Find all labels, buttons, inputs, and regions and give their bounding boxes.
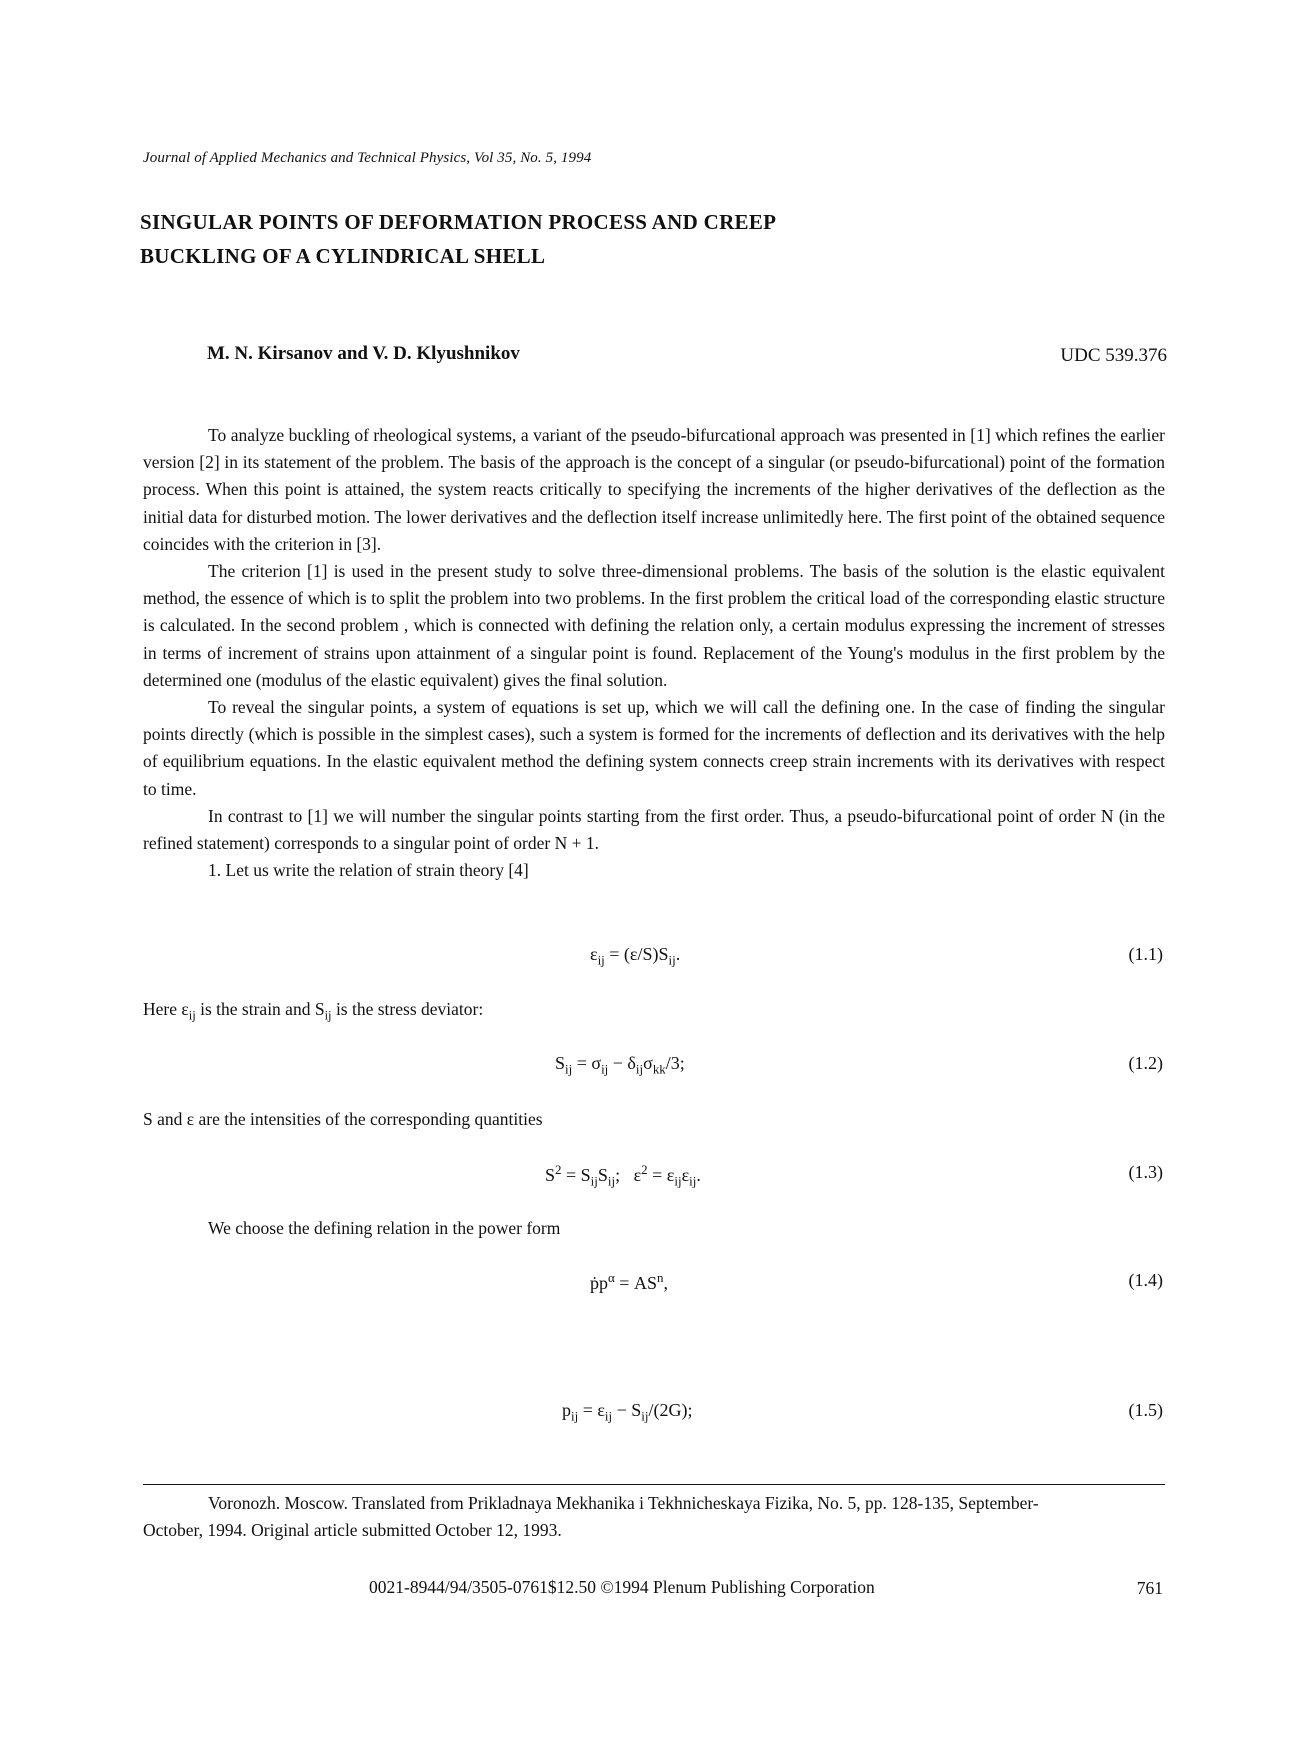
udc-code: UDC 539.376 — [1060, 345, 1167, 366]
equation-number-1-4: (1.4) — [1128, 1270, 1163, 1290]
equation-number-1-1: (1.1) — [1128, 944, 1163, 964]
body-text — [143, 422, 1165, 884]
equation-1-3: $S^2 = S_{ij}S_{ij}$; $\varepsilon^2 = \varepsilon_{ij}\varepsilon_{ij}$. — [545, 1162, 701, 1189]
equation-number-1-5: (1.5) — [1128, 1400, 1163, 1420]
paragraph-5: 1. Let us write the relation of strain theory [4] — [208, 860, 529, 881]
equation-1-1: $\varepsilon_{ij} = (\varepsilon/S)S_{ij}$. — [590, 944, 681, 968]
equation-1-4: ṗp$^\alpha$ = $AS^n$, — [590, 1270, 668, 1293]
equation-1-5: $p_{ij} = \varepsilon_{ij} - S_{ij}/(2G)$; — [562, 1400, 693, 1424]
authors: M. N. Kirsanov and V. D. Klyushnikov — [207, 343, 520, 364]
footnote-line-1: Voronozh. Moscow. Translated from Prikladnaya Mekhanika i Tekhnicheskaya Fizika, No. 5, pp. 128-135, September- — [208, 1493, 1039, 1513]
text-here-line: Here $\varepsilon_{ij}$ is the strain and $S_{ij}$ is the stress deviator: — [143, 999, 484, 1023]
copyright-line: 0021-8944/94/3505-0761$12.50 ©1994 Plenum Publishing Corporation — [369, 1577, 875, 1597]
footnote-line-2: October, 1994. Original article submitted October 12, 1993. — [143, 1520, 562, 1540]
equation-number-1-2: (1.2) — [1128, 1053, 1163, 1073]
text-intensities-line: S and ε are the intensities of the corresponding quantities — [143, 1109, 543, 1129]
footnote — [143, 1490, 1165, 1544]
paragraph-1: To analyze buckling of rheological systems, a variant of the pseudo-bifurcational approach was presented in [1] which refines the earlier version [2] in its statement of the problem. The basis of the approach is the concept of a singular (or pseudo-bifurcational) point of the formation process. When this point is attained, the system reacts critically to specifying the increments of the higher derivatives of the deflection as the initial data for disturbed motion. The lower derivatives and the deflection itself increase unlimitedly here. The first point of the obtained sequence coincides with the criterion in [3]. — [143, 425, 1165, 554]
title-line-1: SINGULAR POINTS OF DEFORMATION PROCESS AND CREEP — [140, 210, 777, 234]
footnote-divider — [143, 1484, 1165, 1485]
title-line-2: BUCKLING OF A CYLINDRICAL SHELL — [140, 244, 546, 268]
paragraph-4: In contrast to [1] we will number the singular points starting from the first order. Thus, a pseudo-bifurcational point of order N (in the refined statement) corresponds to a singular point of order N + 1. — [143, 805, 1165, 854]
paragraph-2: The criterion [1] is used in the present study to solve three-dimensional problems. The basis of the solution is the elastic equivalent method, the essence of which is to split the problem into two problems. In the first problem the critical load of the corresponding elastic structure is calculated. In the second problem , which is connected with defining the relation only, a certain modulus expressing the increment of stresses in terms of increment of strains upon attainment of a singular point is found. Replacement of the Young's modulus in the first problem by the determined one (modulus of the elastic equivalent) gives the final solution. — [143, 561, 1165, 690]
equation-number-1-3: (1.3) — [1128, 1162, 1163, 1182]
page-number: 761 — [1136, 1578, 1163, 1598]
paragraph-3: To reveal the singular points, a system of equations is set up, which we will call the defining one. In the case of finding the singular points directly (which is possible in the simplest cases), such a system is formed for the increments of deflection and its derivatives with the help of equilibrium equations. In the elastic equivalent method the defining system connects creep strain increments with its derivatives with respect to time. — [143, 697, 1165, 799]
equation-1-2: $S_{ij} = \sigma_{ij} - \delta_{ij}\sigma_{kk}/3$; — [555, 1053, 685, 1077]
journal-header: Journal of Applied Mechanics and Technical Physics, Vol 35, No. 5, 1994 — [143, 150, 592, 166]
text-choose-line: We choose the defining relation in the power form — [208, 1218, 561, 1238]
